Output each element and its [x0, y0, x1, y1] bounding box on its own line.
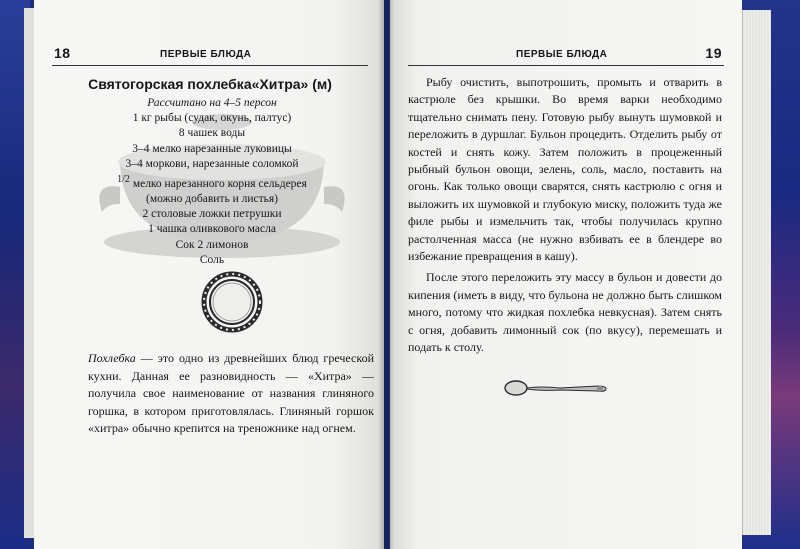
- book-spine-shadow: [378, 0, 394, 549]
- ingredient-item: 8 чашек воды: [178, 127, 246, 140]
- section-title-left: ПЕРВЫЕ БЛЮДА: [160, 49, 252, 60]
- ingredient-item: 2 столовые ложки петрушки: [142, 208, 282, 221]
- page-edges-right: [742, 10, 771, 535]
- ingredient-item: 1 чашка оливкового масла: [148, 223, 276, 236]
- ingredient-item: Соль: [199, 253, 225, 266]
- intro-lead-word: Похлебка: [88, 351, 136, 365]
- running-head-left: [52, 47, 368, 66]
- celery-fraction: 1/2: [117, 174, 130, 186]
- page-number-left: 18: [54, 45, 71, 61]
- recipe-introduction: [88, 350, 374, 438]
- section-title-right: ПЕРВЫЕ БЛЮДА: [516, 49, 608, 60]
- page-number-right: 19: [705, 45, 722, 61]
- intro-text: — это одно из древнейших блюд греческой кухни. Данная ее разновидность — «Хитра» — получила свое наименование от названия глиняного горшка, в котором приготовлялась. Глиняный горшок «хитра» обычно крепится на треножнике над огнем.: [88, 351, 374, 435]
- ingredient-item: 1 кг рыбы (судак, окунь, палтус): [132, 112, 292, 125]
- preparation-text: [408, 74, 722, 361]
- spoon-illustration: [500, 376, 610, 402]
- ingredients-list: [100, 96, 324, 268]
- preparation-paragraph: Рыбу очистить, выпотрошить, промыть и отварить в кастрюле без крышки. Во время варки необходимо тщательно снимать пену. Готовую рыбу вынуть шумовкой и переложить в дуршлаг. Бульон процедить. Отделить рыбу от костей и снять кожу. Затем положить в процеженный рыбный бульон овощи, зелень, соль, масло, поставить на огонь. Как только овощи сварятся, снять кастрюлю с огня и выложить их шумовкой и глубокую миску, положить туда же филе рыбы и измельчить так, чтобы получилась крупно растолченная масса (не нужно взбивать ее в блендере во избежание превращения в кашу).: [408, 75, 722, 264]
- page-edges-left: [24, 8, 34, 538]
- ingredient-item: 3–4 моркови, нарезанные соломкой: [125, 157, 299, 170]
- ingredient-item: (можно добавить и листья): [146, 193, 278, 206]
- ingredient-item: 3–4 мелко нарезанные луковицы: [132, 142, 292, 155]
- running-head-right: [408, 47, 724, 66]
- ingredient-item-celery: [100, 172, 324, 192]
- ingredient-item: мелко нарезанного корня сельдерея: [132, 177, 307, 190]
- preparation-paragraph: После этого переложить эту массу в бульон и довести до кипения (иметь в виду, что бульона не должно быть слишком много, потому что жидкая похлебка невкусная). Затем снять с огня, добавить лимонный сок (по вкусу), перемешать и подать к столу.: [408, 270, 722, 355]
- servings-note: Рассчитано на 4–5 персон: [147, 97, 277, 109]
- recipe-title: Святогорская похлебка«Хитра» (м): [88, 76, 332, 92]
- decorative-ring-ornament: [200, 270, 264, 334]
- ingredient-item: Сок 2 лимонов: [175, 238, 249, 251]
